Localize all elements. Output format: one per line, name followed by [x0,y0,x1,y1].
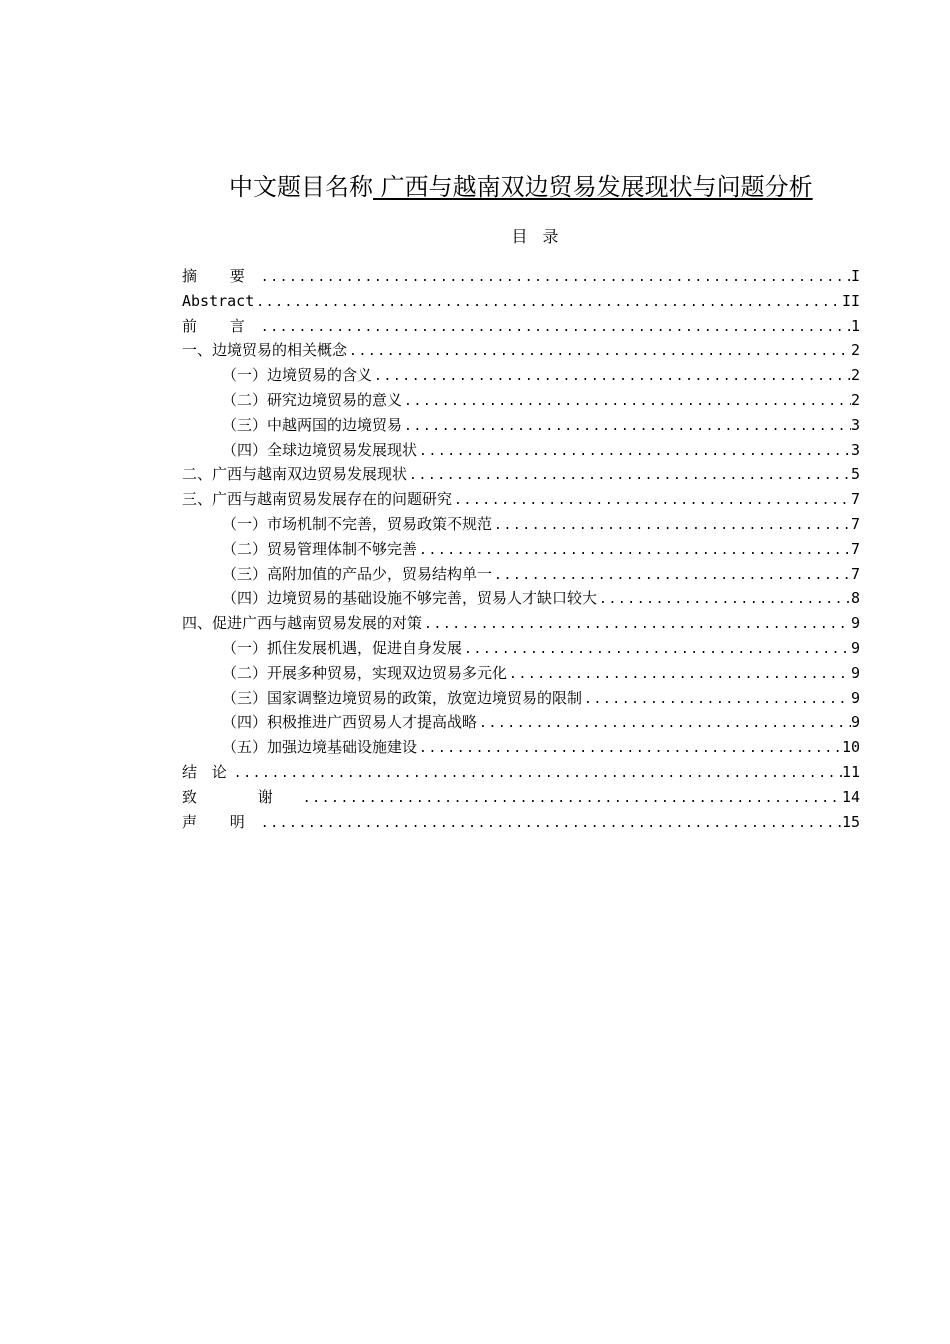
toc-entry-page: 8 [850,589,860,608]
toc-entry-page: 7 [850,514,860,533]
title-prefix: 中文题目名称 [229,173,373,201]
toc-leader-dots [402,415,851,440]
toc-entry-label: 声 明 [182,812,259,831]
toc-entry-page: 9 [850,638,860,657]
toc-entry-page: 9 [850,663,860,682]
toc-entry-label: 二、广西与越南双边贸易发展现状 [182,465,408,484]
toc-entry[interactable] [182,586,860,611]
toc-leader-dots [507,663,851,688]
toc-entry-label: （四）边境贸易的基础设施不够完善，贸易人才缺口较大 [222,589,598,608]
toc-entry-label: （三）高附加值的产品少，贸易结构单一 [222,564,493,583]
toc-entry-label: 四、促进广西与越南贸易发展的对策 [182,614,423,633]
toc-entry[interactable] [182,264,860,289]
toc-heading: 目 录 [511,227,561,246]
toc-entry[interactable] [182,314,860,339]
toc-entry-page: 7 [850,564,860,583]
toc-entry-page: II [841,291,860,310]
toc-leader-dots [301,787,842,812]
toc-entry-page: 9 [850,614,860,633]
toc-entry-label: （三）国家调整边境贸易的政策，放宽边境贸易的限制 [222,688,583,707]
toc-entry-label: Abstract [182,291,255,310]
toc-entry[interactable] [182,760,860,785]
toc-entry[interactable] [182,289,860,314]
toc-leader-dots [417,737,842,762]
toc-leader-dots [462,638,851,663]
toc-entry-page: 2 [850,390,860,409]
toc-entry[interactable] [182,338,860,363]
toc-leader-dots [254,291,842,316]
toc-leader-dots [422,613,851,638]
toc-entry-page: 2 [850,341,860,360]
table-of-contents [182,264,860,834]
toc-entry-page: 9 [850,688,860,707]
toc-entry-page: 7 [850,539,860,558]
toc-entry[interactable] [182,388,860,413]
toc-entry-page: 2 [850,366,860,385]
toc-entry-page: 9 [850,713,860,732]
toc-entry-label: 一、边境贸易的相关概念 [182,341,348,360]
toc-entry-page: 11 [841,762,860,781]
toc-entry-page: 3 [850,415,860,434]
toc-entry-label: （一）市场机制不完善，贸易政策不规范 [222,514,493,533]
toc-leader-dots [477,712,851,737]
toc-entry-label: 结 论 [182,762,232,781]
toc-entry-label: （二）开展多种贸易，实现双边贸易多元化 [222,663,508,682]
toc-entry-page: 7 [850,490,860,509]
toc-entry[interactable] [182,537,860,562]
toc-leader-dots [492,564,851,589]
toc-leader-dots [417,440,851,465]
toc-entry-label: （五）加强边境基础设施建设 [222,738,418,757]
title-main: 广西与越南双边贸易发展现状与问题分析 [373,173,813,201]
toc-entry[interactable] [182,686,860,711]
toc-entry[interactable] [182,636,860,661]
toc-entry[interactable] [182,810,860,835]
toc-leader-dots [372,365,851,390]
toc-entry-label: 三、广西与越南贸易发展存在的问题研究 [182,490,453,509]
toc-entry-label: （一）抓住发展机遇，促进自身发展 [222,638,463,657]
toc-entry-page: 10 [841,738,860,757]
toc-entry-label: （二）研究边境贸易的意义 [222,390,403,409]
toc-leader-dots [259,812,842,837]
document-title [229,172,890,202]
toc-entry-page: 3 [850,440,860,459]
toc-entry[interactable] [182,413,860,438]
toc-entry-page: 15 [841,812,860,831]
toc-entry-page: 1 [850,316,860,335]
toc-leader-dots [259,266,851,291]
toc-entry-label: 前 言 [182,316,259,335]
toc-entry[interactable] [182,785,860,810]
toc-leader-dots [407,464,851,489]
toc-entry-label: 致 谢 [182,787,301,806]
toc-leader-dots [259,316,851,341]
toc-entry[interactable] [182,512,860,537]
toc-entry[interactable] [182,438,860,463]
toc-entry[interactable] [182,562,860,587]
toc-entry[interactable] [182,462,860,487]
toc-entry-page: 14 [841,787,860,806]
toc-entry[interactable] [182,735,860,760]
toc-leader-dots [597,588,851,613]
toc-entry-label: （三）中越两国的边境贸易 [222,415,403,434]
toc-leader-dots [347,340,851,365]
toc-leader-dots [452,489,851,514]
toc-entry-label: 摘 要 [182,267,259,285]
toc-entry-page: I [850,267,860,285]
toc-leader-dots [402,390,851,415]
toc-entry[interactable] [182,661,860,686]
toc-leader-dots [582,688,851,713]
toc-leader-dots [417,539,851,564]
toc-entry-label: （四）积极推进广西贸易人才提高战略 [222,713,478,732]
toc-entry-label: （四）全球边境贸易发展现状 [222,440,418,459]
toc-entry[interactable] [182,487,860,512]
toc-entry-label: （二）贸易管理体制不够完善 [222,539,418,558]
toc-leader-dots [232,762,842,787]
toc-entry[interactable] [182,710,860,735]
toc-entry[interactable] [182,363,860,388]
toc-leader-dots [492,514,851,539]
toc-entry-label: （一）边境贸易的含义 [222,366,373,385]
toc-entry-page: 5 [850,465,860,484]
toc-entry[interactable] [182,611,860,636]
